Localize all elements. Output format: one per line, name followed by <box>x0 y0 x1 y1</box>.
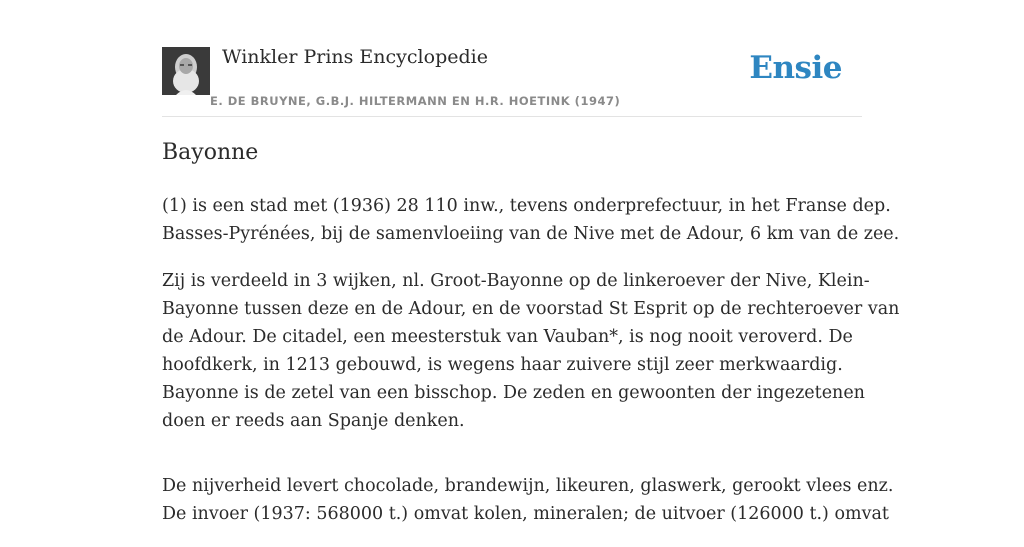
author-portrait-icon <box>162 47 210 95</box>
text-line: de Adour. De citadel, een meesterstuk van Vauban*, is nog nooit veroverd. De <box>162 327 853 347</box>
ensie-logo-link[interactable]: Ensie <box>749 50 842 86</box>
text-line: Zij is verdeeld in 3 wijken, nl. Groot-Bayonne op de linkeroever der Nive, Klein- <box>162 271 870 291</box>
authors-byline: E. DE BRUYNE, G.B.J. HILTERMANN EN H.R. HOETINK (1947) <box>210 94 621 108</box>
text-line: Bayonne tussen deze en de Adour, en de voorstad St Esprit op de rechteroever van <box>162 299 900 319</box>
text-line: Bayonne is de zetel van een bisschop. De zeden en gewoonten der ingezetenen <box>162 383 865 403</box>
text-line: doen er reeds aan Spanje denken. <box>162 411 465 431</box>
paragraph-1 <box>162 192 900 248</box>
author-avatar[interactable] <box>162 47 210 95</box>
text-line: De invoer (1937: 568000 t.) omvat kolen, mineralen; de uitvoer (126000 t.) omvat <box>162 504 889 524</box>
text-line: Basses-Pyrénées, bij de samenvloeiing van de Nive met de Adour, 6 km van de zee. <box>162 224 900 244</box>
text-line: hoofdkerk, in 1213 gebouwd, is wegens haar zuivere stijl zeer merkwaardig. <box>162 355 843 375</box>
paragraph-2 <box>162 267 900 435</box>
site-header <box>162 0 862 117</box>
text-line: (1) is een stad met (1936) 28 110 inw., tevens onderprefectuur, in het Franse dep. <box>162 196 891 216</box>
text-line: De nijverheid levert chocolade, brandewijn, likeuren, glaswerk, gerookt vlees enz. <box>162 476 894 496</box>
paragraph-3 <box>162 472 894 528</box>
article-body <box>162 192 900 547</box>
book-title[interactable]: Winkler Prins Encyclopedie <box>222 46 488 68</box>
article-title: Bayonne <box>162 140 259 165</box>
page-container <box>162 0 900 524</box>
